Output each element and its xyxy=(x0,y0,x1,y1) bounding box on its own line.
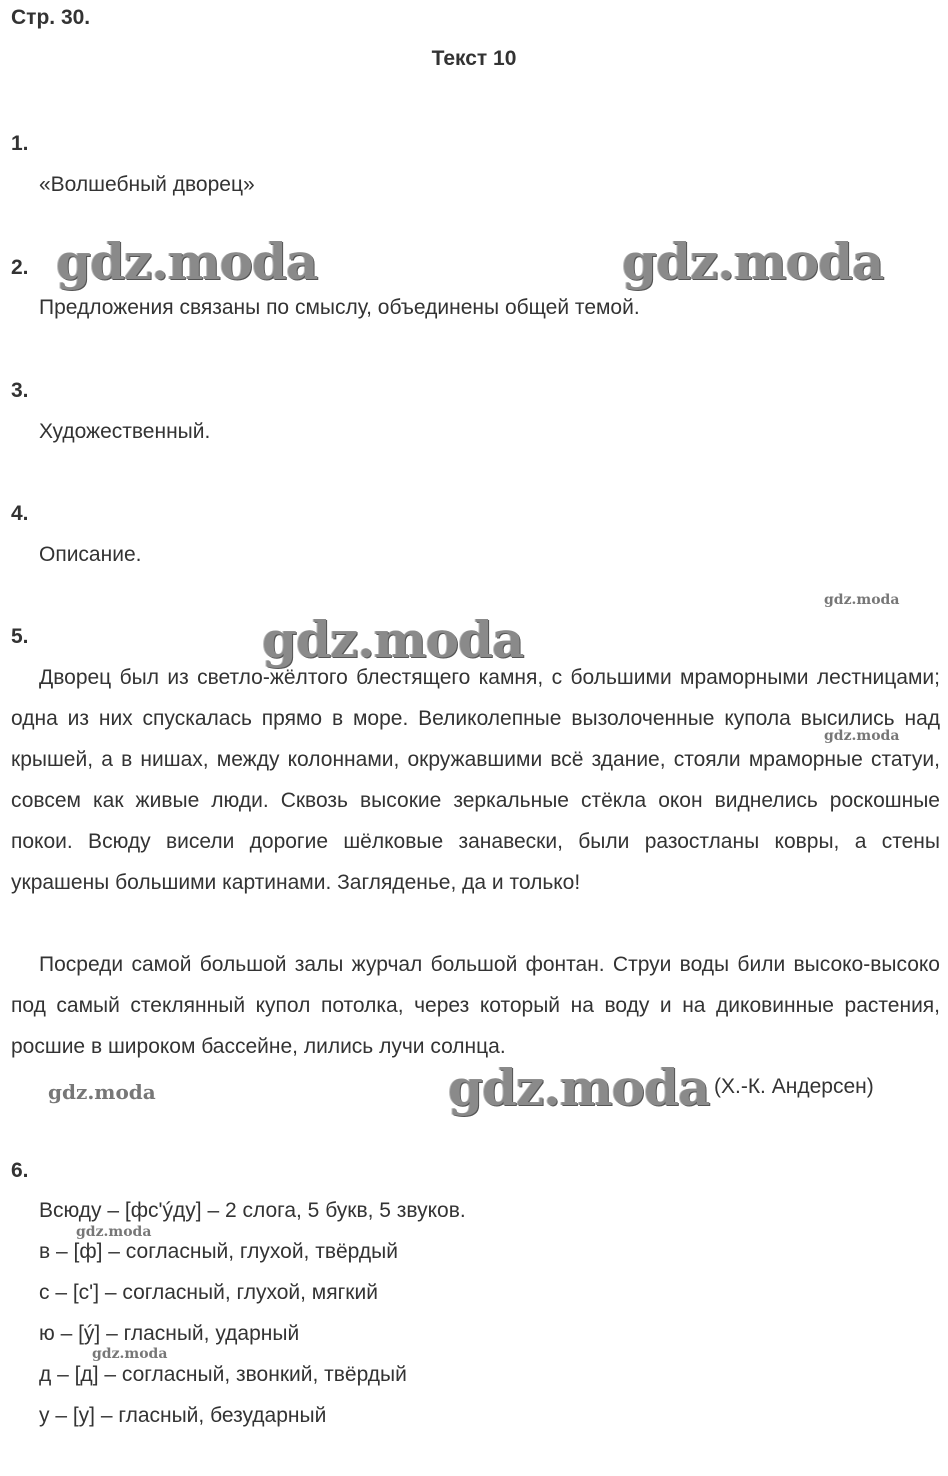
item-number: 5. xyxy=(11,625,29,648)
watermark: gdz.moda xyxy=(448,1058,710,1117)
watermark: gdz.moda xyxy=(824,728,900,744)
watermark: gdz.moda xyxy=(622,232,884,291)
watermark: gdz.moda xyxy=(56,232,318,291)
item-number: 2. xyxy=(11,256,29,279)
watermark: gdz.moda xyxy=(824,592,900,608)
answer-4: Описание. xyxy=(39,543,142,566)
answer-2: Предложения связаны по смыслу, объединены общей темой. xyxy=(39,296,640,319)
phonetics-line: у – [у] – гласный, безударный xyxy=(39,1404,327,1427)
phonetics-line: в – [ф] – согласный, глухой, твёрдый xyxy=(39,1240,398,1263)
watermark: gdz.moda xyxy=(262,610,524,669)
item-number: 4. xyxy=(11,502,29,525)
watermark: gdz.moda xyxy=(76,1224,152,1240)
answer-1: «Волшебный дворец» xyxy=(39,173,255,196)
author-attribution: (Х.-К. Андерсен) xyxy=(714,1075,874,1098)
page-title: Текст 10 xyxy=(431,47,517,70)
phonetics-line: д – [д] – согласный, звонкий, твёрдый xyxy=(39,1363,407,1386)
phonetics-line: ю – [ý] – гласный, ударный xyxy=(39,1322,300,1345)
text-paragraph-2: Посреди самой большой залы журчал большой фонтан. Струи воды били высоко-высоко под самый стеклянный купол потолка, через который на воду и на диковинные растения, росшие в широком бассейне, лились лучи солнца. xyxy=(11,953,940,1058)
item-number: 1. xyxy=(11,132,29,155)
text-paragraph-1: Дворец был из светло-жёлтого блестящего камня, с большими мраморными лестницами; одна из них спускалась прямо в море. Великолепные вызолоченные купола высились над крышей, а в нишах, между колоннами, окружавшими всё здание, стояли мраморные статуи, совсем как живые люди. Сквозь высокие зеркальные стёкла окон виднелись роскошные покои. Всюду висели дорогие шёлковые занавески, были разостланы ковры, а стены украшены большими картинами. Загляденье, да и только! xyxy=(11,666,940,894)
item-number: 3. xyxy=(11,379,29,402)
phonetics-line: Всюду – [фс'ýду] – 2 слога, 5 букв, 5 звуков. xyxy=(39,1199,466,1222)
page-number: Стр. 30. xyxy=(11,6,91,29)
answer-3: Художественный. xyxy=(39,420,211,443)
watermark: gdz.moda xyxy=(48,1080,156,1104)
phonetics-line: с – [с'] – согласный, глухой, мягкий xyxy=(39,1281,378,1304)
item-number: 6. xyxy=(11,1159,29,1182)
watermark: gdz.moda xyxy=(92,1346,168,1362)
